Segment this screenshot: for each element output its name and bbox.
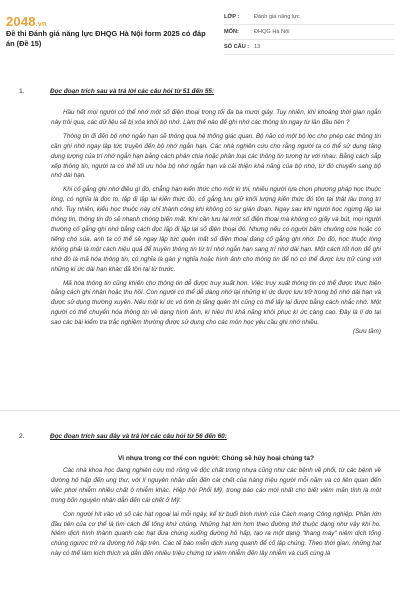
meta-row-count bbox=[224, 40, 394, 55]
passage-paragraph: Thông tin đi đến bộ nhớ ngắn hạn sẽ thông qua hệ thống giác quan. Bộ não có một bộ lọc cho phép các thông tin cần ghi nhớ ngay lập tức truyền đến bộ nhớ ngắn hạn. Các nhà nghiên cứu cho rằng người ta có thể sử dụng tăng dung lượng của trí nhớ ngắn hạn bằng cách phân chia hoặc phân loại các thông tin tương tự với nhau. Bằng cách sắp xếp thông tin, người ta có thể tối ưu hóa bộ nhớ ngắn hạn và cải thiện khả năng của bộ nhớ, từ đó chuyển sang bộ nhớ dài hạn. bbox=[51, 132, 381, 180]
passage-paragraph: Con người hít vào vô số các hạt ngoại lai mỗi ngày, kể từ buổi bình minh của Cách mạng Công nghiệp. Phần lớn đầu tiên của cơ thể là tìm cách để tống khứ chúng. Những hạt lớn hơn theo đường thở thuộc dạng như vậy khi ho. Niêm dịch hình thành quanh các hạt đưa chúng xuống đường hô hấp, tạo ra một dạng "thang máy" niêm dịch tống chúng ngược trở ra đường hô hấp trên. Các tế bào miễn dịch xung quanh để cố lập chúng. Theo thời gian, những hạt này có thể làm kích thích và dẫn đến nhiều triệu chứng từ viêm nhiễm đến lây nhiễm và cuối cùng là bbox=[51, 510, 381, 558]
passage-paragraph: Các nhà khoa học đang nghiên cứu mô rồng về độc chất trong nhựa cũng như các bệnh về phổi, từ các bệnh về đường hô hấp đến ung thư, với lí nguyên nhân dẫn đến cái chết của hàng triệu người mỗi năm và có liên quan đến việc phơi nhiễm nhiều chất ô nhiễm khác. Hiệp hội Phổi Mỹ, trong báo cáo mới nhất cho biết viêm mãn tính là một trong bốn nguyên nhân dẫn đến cái chết ở Mỹ. bbox=[51, 467, 381, 504]
passage-paragraph: Hầu hết mọi người có thể nhớ một số điện thoại trong tối đa ba mươi giây. Tuy nhiên, khi khoảng thời gian ngắn này trôi qua, các dữ liệu sẽ bị xóa khỏi bộ nhớ. Làm thế nào để ghi nhớ các thông tin ngay từ lần đầu tiên ? bbox=[51, 109, 381, 126]
article-title: Vi nhựa trong cơ thể con người: Chúng sẽ hủy hoại chúng ta? bbox=[117, 455, 315, 462]
passage-paragraph: Mã hóa thông tin cũng khiến cho thông tin dễ được truy xuất hơn. Việc truy xuất thông tin có thể được thực hiện bằng cách ghi nhận hoặc thu hồi. Con người có thể dễ dàng nhớ lại những kí ức được lưu trữ trong bộ nhớ dài hạn và được sử dụng thường xuyên. Nếu một kí ức vô tình bị lãng quên thì cũng có thể lấy lại được bằng cách nhắc nhớ. Một người có thể chuyển hóa thông tin về dạng hình ảnh, kí hiệu thì khả năng khôi phục kí ức càng cao. Đây là lí do tại sao các bài kiểm tra trắc nghiệm thường được sử dụng cho các môn học yêu cầu ghi nhớ nhiều. bbox=[51, 279, 381, 327]
question-section-2 bbox=[0, 433, 400, 559]
section-title: Đọc đoạn trích sau đây và trả lời các câu hỏi từ 56 đến 60: bbox=[50, 433, 227, 440]
meta-row-subject bbox=[224, 25, 394, 40]
meta-value: 13 bbox=[254, 44, 261, 50]
meta-label: SỐ CÂU : bbox=[224, 44, 250, 50]
section-heading bbox=[0, 433, 400, 447]
section-number: 2. bbox=[19, 433, 25, 440]
meta-label: MÔN: bbox=[224, 29, 239, 35]
meta-label: LỚP : bbox=[224, 14, 240, 20]
meta-row-class bbox=[224, 10, 394, 25]
section-divider bbox=[0, 410, 400, 411]
meta-value: ĐHQG Hà Nội bbox=[254, 29, 290, 35]
meta-table bbox=[224, 10, 394, 55]
section-title: Đọc đoạn trích sau và trả lời các câu hỏi từ 51 đến 55: bbox=[50, 88, 215, 95]
logo-suffix: .vn bbox=[35, 21, 47, 28]
document-title: Đề thi Đánh giá năng lực ĐHQG Hà Nội form 2025 có đáp án (Đề 15) bbox=[6, 29, 206, 48]
section-heading bbox=[0, 88, 400, 102]
section-number: 1. bbox=[19, 88, 25, 95]
question-section-1 bbox=[0, 88, 400, 335]
logo-text: 2048 bbox=[6, 14, 36, 29]
site-logo[interactable] bbox=[6, 14, 46, 29]
document-header bbox=[0, 0, 400, 80]
passage-source: (Sưu tầm) bbox=[352, 328, 381, 336]
meta-value: Đánh giá năng lực bbox=[254, 14, 300, 20]
passage-paragraph: Khi cố gắng ghi nhớ điều gì đó, chẳng hạn kiến thức cho một kì thi, nhiều người lựa chọn phương pháp học thuộc lòng, có nghĩa là đọc to, lặp đi lặp lại kiến thức đó, cố gắng lưu giữ khối lượng kiến thức đó tồn tại thật lâu trong trí nhớ. Tuy nhiên, kiểu học thuộc này chỉ thành công khi không có sự gián đoạn. Ngay sau khi người học ngừng lặp lại thông tin, thông tin đó sẽ nhanh chóng biến mất. Khi cần lưu lại một số điện thoại mà không có giấy và bút, mọi người thường cố gắng ghi nhớ bằng cách đọc lặp đi lặp lại số điện thoại đó. Nhưng nếu có người bấm chuông cửa hoặc có tiếng chó sủa, anh ta có thể sẽ ngay lập tức quên mất số điện thoại đang cố gắng ghi nhớ. Do đó, học thuộc lòng không phải là một cách hiệu quả để truyền thông tin từ trí nhớ ngắn hạn sang trí nhớ dài hạn. Một cách tốt hơn để ghi nhớ đó là mã hóa thông tin, có nghĩa là gán ý nghĩa hoặc hình ảnh cho thông tin để nó có thể được lưu trữ cùng với những kí ức dài hạn khác đã tồn tại từ trước. bbox=[51, 186, 381, 273]
